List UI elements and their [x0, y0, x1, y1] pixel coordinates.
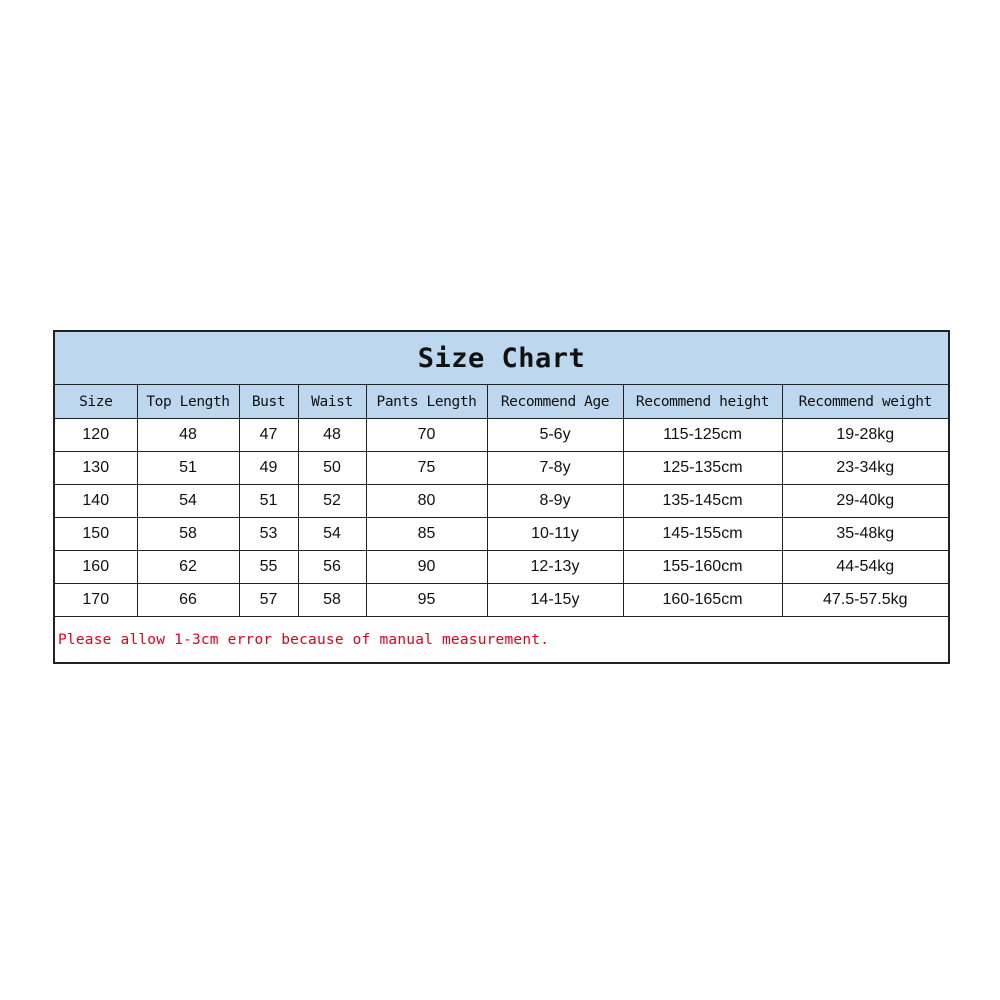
- cell-size: 170: [54, 584, 137, 617]
- cell-waist: 50: [298, 452, 366, 485]
- cell-recommend-age: 12-13y: [487, 551, 623, 584]
- cell-recommend-age: 5-6y: [487, 419, 623, 452]
- cell-pants-length: 70: [366, 419, 487, 452]
- cell-waist: 48: [298, 419, 366, 452]
- cell-recommend-weight: 47.5-57.5kg: [782, 584, 949, 617]
- cell-top-length: 62: [137, 551, 239, 584]
- table-row: [54, 518, 949, 551]
- cell-bust: 53: [239, 518, 298, 551]
- cell-recommend-weight: 44-54kg: [782, 551, 949, 584]
- cell-recommend-height: 155-160cm: [623, 551, 782, 584]
- cell-pants-length: 75: [366, 452, 487, 485]
- cell-recommend-height: 160-165cm: [623, 584, 782, 617]
- cell-bust: 57: [239, 584, 298, 617]
- header-bust: Bust: [239, 385, 298, 419]
- header-pants-length: Pants Length: [366, 385, 487, 419]
- header-top-length: Top Length: [137, 385, 239, 419]
- cell-size: 150: [54, 518, 137, 551]
- cell-recommend-height: 125-135cm: [623, 452, 782, 485]
- cell-recommend-weight: 35-48kg: [782, 518, 949, 551]
- size-chart-table: [53, 330, 950, 664]
- cell-recommend-height: 145-155cm: [623, 518, 782, 551]
- cell-recommend-weight: 23-34kg: [782, 452, 949, 485]
- header-recommend-height: Recommend height: [623, 385, 782, 419]
- cell-waist: 54: [298, 518, 366, 551]
- header-size: Size: [54, 385, 137, 419]
- cell-size: 130: [54, 452, 137, 485]
- header-recommend-weight: Recommend weight: [782, 385, 949, 419]
- cell-pants-length: 90: [366, 551, 487, 584]
- table-row: [54, 551, 949, 584]
- header-row: [54, 385, 949, 419]
- table-row: [54, 485, 949, 518]
- cell-bust: 55: [239, 551, 298, 584]
- cell-recommend-height: 115-125cm: [623, 419, 782, 452]
- cell-waist: 58: [298, 584, 366, 617]
- cell-bust: 51: [239, 485, 298, 518]
- table-row: [54, 452, 949, 485]
- cell-pants-length: 85: [366, 518, 487, 551]
- cell-recommend-age: 8-9y: [487, 485, 623, 518]
- cell-recommend-age: 10-11y: [487, 518, 623, 551]
- cell-recommend-age: 14-15y: [487, 584, 623, 617]
- cell-recommend-height: 135-145cm: [623, 485, 782, 518]
- cell-top-length: 54: [137, 485, 239, 518]
- cell-pants-length: 80: [366, 485, 487, 518]
- cell-size: 120: [54, 419, 137, 452]
- cell-top-length: 58: [137, 518, 239, 551]
- chart-title: Size Chart: [54, 331, 949, 385]
- cell-size: 140: [54, 485, 137, 518]
- cell-recommend-weight: 19-28kg: [782, 419, 949, 452]
- cell-recommend-weight: 29-40kg: [782, 485, 949, 518]
- cell-top-length: 51: [137, 452, 239, 485]
- header-recommend-age: Recommend Age: [487, 385, 623, 419]
- cell-top-length: 66: [137, 584, 239, 617]
- cell-waist: 56: [298, 551, 366, 584]
- cell-recommend-age: 7-8y: [487, 452, 623, 485]
- cell-pants-length: 95: [366, 584, 487, 617]
- cell-waist: 52: [298, 485, 366, 518]
- measurement-note: Please allow 1-3cm error because of manual measurement.: [54, 617, 949, 664]
- table-row: [54, 584, 949, 617]
- cell-bust: 47: [239, 419, 298, 452]
- table-row: [54, 419, 949, 452]
- cell-top-length: 48: [137, 419, 239, 452]
- cell-size: 160: [54, 551, 137, 584]
- cell-bust: 49: [239, 452, 298, 485]
- header-waist: Waist: [298, 385, 366, 419]
